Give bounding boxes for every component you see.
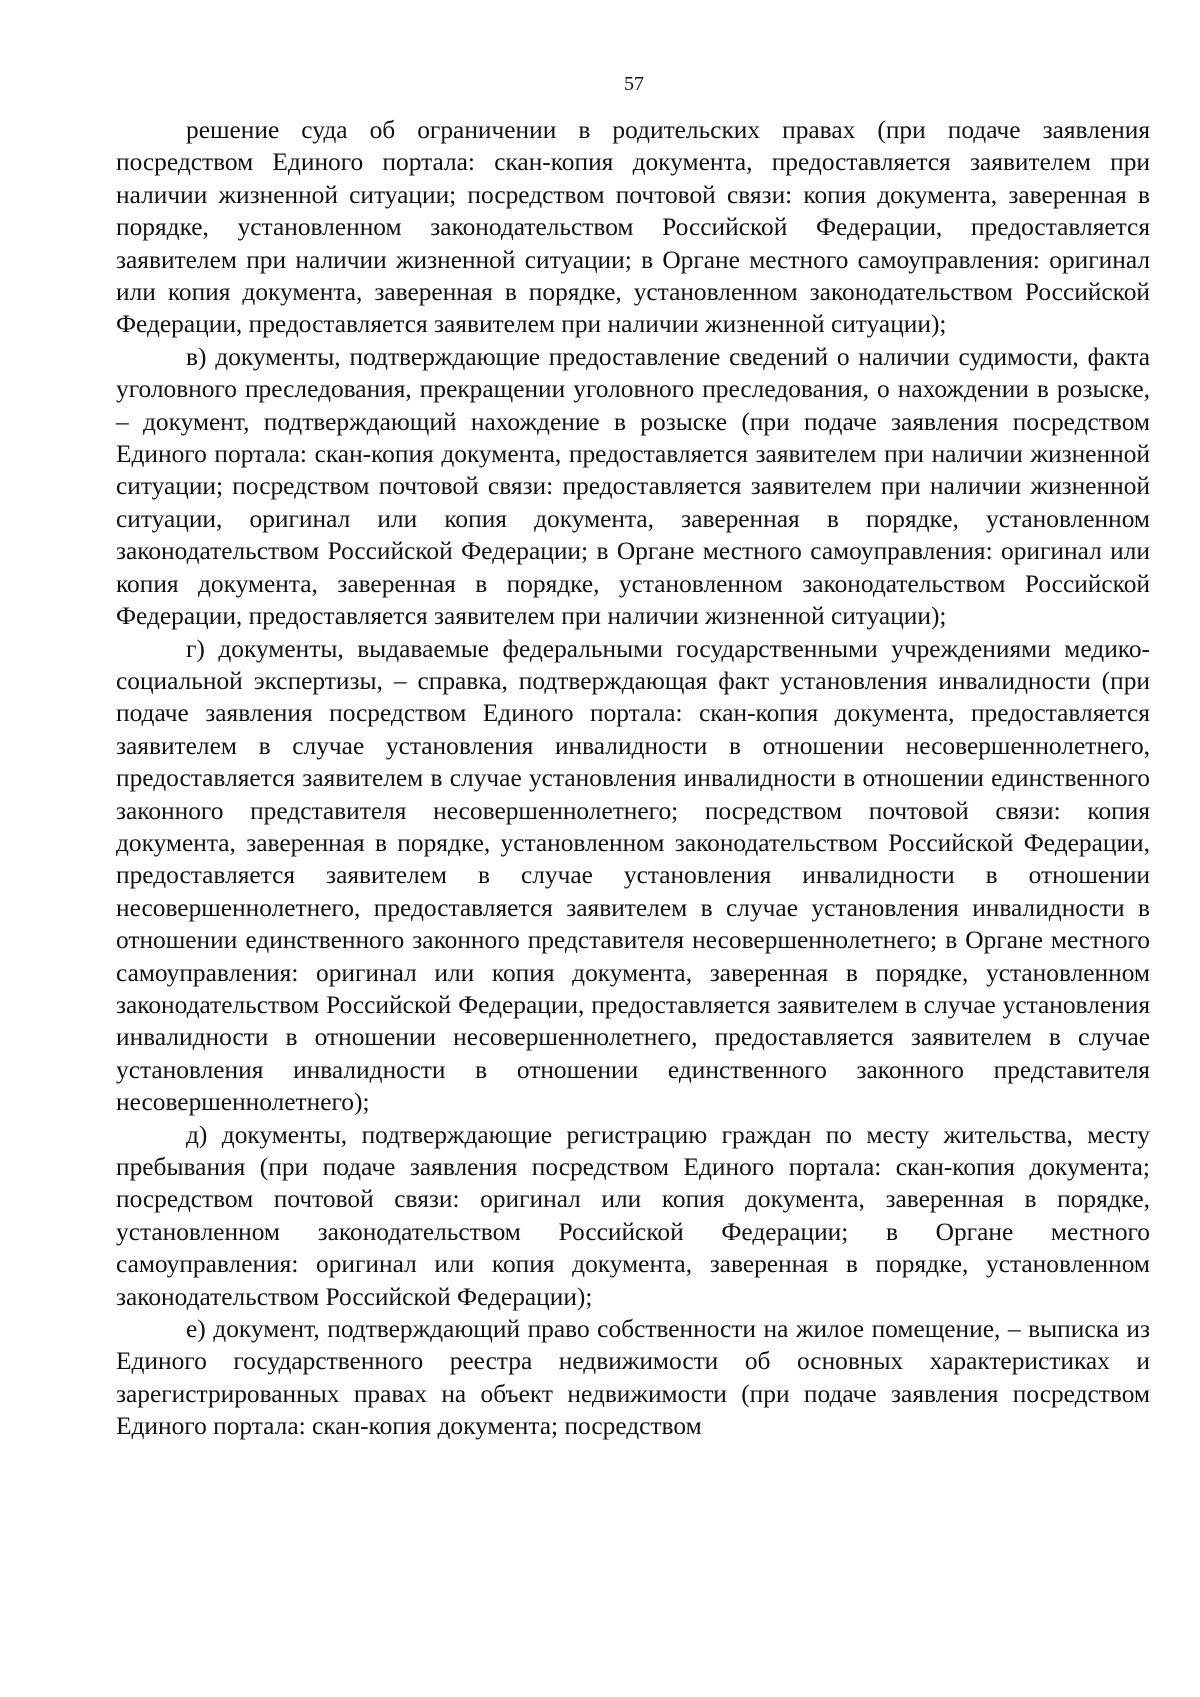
document-body	[116, 114, 1150, 1443]
paragraph-item-v: в) документы, подтверждающие предоставление сведений о наличии судимости, факта уголовного преследования, прекращении уголовного преследования, о нахождении в розыске, – документ, подтверждающий нахождение в розыске (при подаче заявления посредством Единого портала: скан-копия документа, предоставляется заявителем при наличии жизненной ситуации; посредством почтовой связи: предоставляется заявителем при наличии жизненной ситуации, оригинал или копия документа, заверенная в порядке, установленном законодательством Российской Федерации; в Органе местного самоуправления: оригинал или копия документа, заверенная в порядке, установленном законодательством Российской Федерации, предоставляется заявителем при наличии жизненной ситуации);	[116, 342, 1150, 631]
paragraph-item-e: е) документ, подтверждающий право собственности на жилое помещение, – выписка из Единого государственного реестра недвижимости об основных характеристиках и зарегистрированных правах на объект недвижимости (при подаче заявления посредством Единого портала: скан-копия документа; посредством	[116, 1315, 1150, 1441]
paragraph-item-d: д) документы, подтверждающие регистрацию граждан по месту жительства, месту пребывания (при подаче заявления посредством Единого портала: скан-копия документа; посредством почтовой связи: оригинал или копия документа, заверенная в порядке, установленном законодательством Российской Федерации; в Органе местного самоуправления: оригинал или копия документа, заверенная в порядке, установленном законодательством Российской Федерации);	[116, 1120, 1150, 1311]
page-number: 57	[624, 73, 644, 95]
paragraph-item-g: г) документы, выдаваемые федеральными государственными учреждениями медико-социальной экспертизы, – справка, подтверждающая факт установления инвалидности (при подаче заявления посредством Единого портала: скан-копия документа, предоставляется заявителем в случае установления инвалидности в отношении несовершеннолетнего, предоставляется заявителем в случае установления инвалидности в отношении единственного законного представителя несовершеннолетнего; посредством почтовой связи: копия документа, заверенная в порядке, установленном законодательством Российской Федерации, предоставляется заявителем в случае установления инвалидности в отношении несовершеннолетнего, предоставляется заявителем в случае установления инвалидности в отношении единственного законного представителя несовершеннолетнего; в Органе местного самоуправления: оригинал или копия документа, заверенная в порядке, установленном законодательством Российской Федерации, предоставляется заявителем в случае установления инвалидности в отношении несовершеннолетнего, предоставляется заявителем в случае установления инвалидности в отношении единственного законного представителя несовершеннолетнего);	[116, 634, 1150, 1117]
paragraph-continuation: решение суда об ограничении в родительских правах (при подаче заявления посредством Единого портала: скан-копия документа, предоставляется заявителем при наличии жизненной ситуации; посредством почтовой связи: копия документа, заверенная в порядке, установленном законодательством Российской Федерации, предоставляется заявителем при наличии жизненной ситуации; в Органе местного самоуправления: оригинал или копия документа, заверенная в порядке, установленном законодательством Российской Федерации, предоставляется заявителем при наличии жизненной ситуации);	[116, 116, 1150, 339]
